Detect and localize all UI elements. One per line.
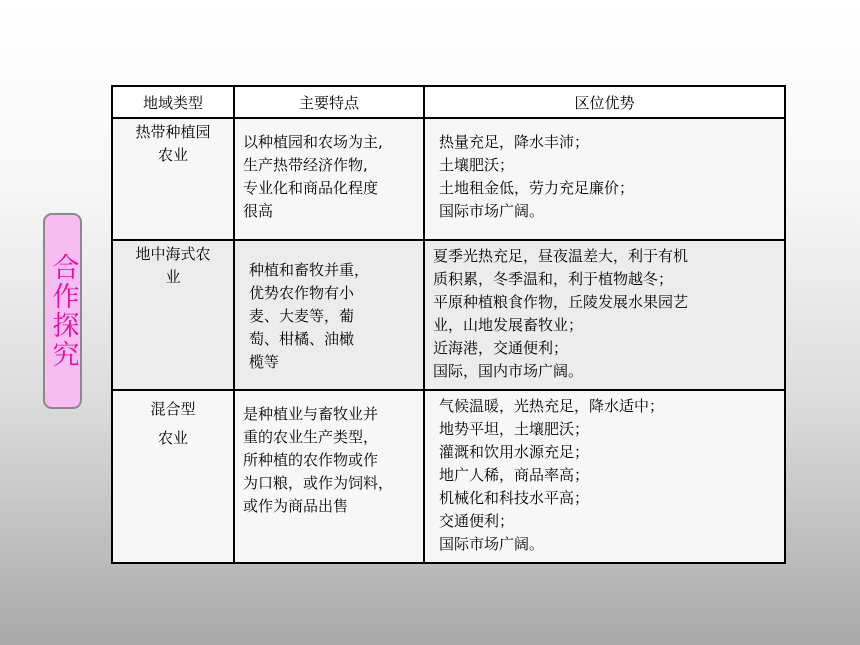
region-type-cell bbox=[112, 118, 234, 240]
table-header-row bbox=[112, 86, 785, 118]
feature-line: 很高 bbox=[243, 202, 274, 220]
side-tag-label: 合作探究 bbox=[47, 253, 79, 369]
region-type-cell bbox=[112, 240, 234, 390]
features-cell bbox=[234, 118, 424, 240]
region-type-line: 混合型 bbox=[150, 400, 196, 418]
advantage-line: 业，山地发展畜牧业； bbox=[433, 316, 584, 334]
feature-line: 麦、大麦等，葡 bbox=[249, 307, 355, 325]
feature-line: 所种植的农作物或作 bbox=[243, 451, 379, 469]
table-row bbox=[112, 118, 785, 240]
table-row bbox=[112, 240, 785, 390]
advantage-line: 机械化和科技水平高； bbox=[439, 489, 590, 507]
feature-line: 优势农作物有小 bbox=[249, 284, 355, 302]
header-main-features: 主要特点 bbox=[234, 86, 424, 118]
advantage-line: 国际市场广阔。 bbox=[439, 535, 545, 553]
feature-line: 重的农业生产类型， bbox=[243, 428, 379, 446]
feature-line: 生产热带经济作物, bbox=[243, 156, 368, 174]
advantage-line: 交通便利； bbox=[439, 512, 515, 530]
advantage-line: 国际市场广阔。 bbox=[439, 202, 545, 220]
advantage-line: 国际，国内市场广阔。 bbox=[433, 362, 584, 380]
feature-line: 或作为商品出售 bbox=[243, 497, 349, 515]
advantage-line: 热量充足，降水丰沛； bbox=[439, 133, 590, 151]
region-type-line: 农业 bbox=[157, 429, 188, 447]
agriculture-comparison-table bbox=[111, 85, 786, 564]
feature-line: 萄、柑橘、油橄 bbox=[249, 330, 355, 348]
features-cell bbox=[234, 390, 424, 563]
header-region-type: 地域类型 bbox=[112, 86, 234, 118]
table-row bbox=[112, 390, 785, 563]
advantages-cell bbox=[424, 240, 785, 390]
advantage-line: 夏季光热充足，昼夜温差大，利于有机 bbox=[433, 247, 689, 265]
advantages-cell bbox=[424, 118, 785, 240]
advantage-line: 平原种植粮食作物，丘陵发展水果园艺 bbox=[433, 293, 689, 311]
feature-line: 是种植业与畜牧业并 bbox=[243, 405, 379, 423]
region-type-cell bbox=[112, 390, 234, 563]
feature-line: 种植和畜牧并重， bbox=[249, 261, 370, 279]
region-type-line: 热带种植园 bbox=[135, 123, 211, 141]
region-type-line: 业 bbox=[165, 268, 181, 286]
cooperative-inquiry-tag bbox=[43, 213, 82, 409]
region-type-line: 农业 bbox=[157, 146, 188, 164]
advantage-line: 质积累，冬季温和，利于植物越冬； bbox=[433, 270, 674, 288]
advantage-line: 气候温暖，光热充足，降水适中； bbox=[439, 397, 665, 415]
advantage-line: 土壤肥沃； bbox=[439, 156, 515, 174]
feature-line: 以种植园和农场为主, bbox=[243, 133, 383, 151]
features-cell bbox=[234, 240, 424, 390]
advantage-line: 地广人稀，商品率高； bbox=[439, 466, 590, 484]
advantage-line: 灌溉和饮用水源充足； bbox=[439, 443, 590, 461]
feature-line: 为口粮，或作为饲料， bbox=[243, 474, 394, 492]
advantages-cell bbox=[424, 390, 785, 563]
advantage-line: 地势平坦，土壤肥沃； bbox=[439, 420, 590, 438]
region-type-line: 地中海式农 bbox=[135, 245, 211, 263]
advantage-line: 土地租金低，劳力充足廉价； bbox=[439, 179, 635, 197]
feature-line: 榄等 bbox=[249, 353, 280, 371]
header-location-advantages: 区位优势 bbox=[424, 86, 785, 118]
advantage-line: 近海港，交通便利； bbox=[433, 339, 569, 357]
feature-line: 专业化和商品化程度 bbox=[243, 179, 379, 197]
